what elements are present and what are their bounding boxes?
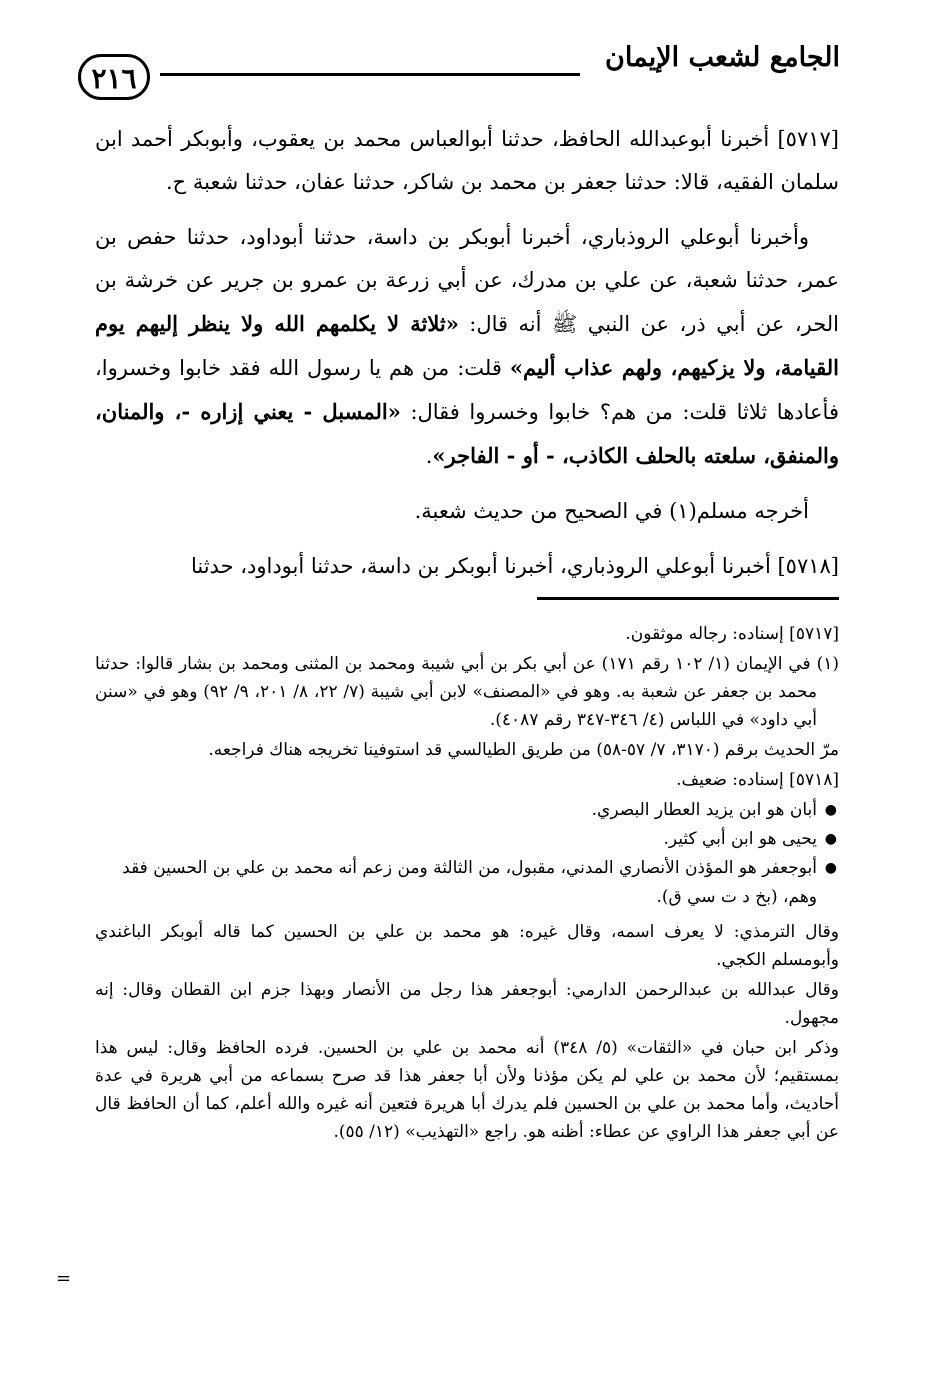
footnotes xyxy=(95,620,839,1148)
header-rule xyxy=(160,73,580,76)
isnad-text: وأخبرنا أبوعلي الروذباري، أخبرنا أبوبكر بن داسة، حدثنا أبوداود، حدثنا حفص بن عمر، حدثنا شعبة، عن علي بن مدرك، عن أبي زرعة بن عمرو بن جرير عن خرشة بن الحر، عن أبي ذر، عن النبي ﷺ أنه قال: xyxy=(95,225,839,336)
end-period: . xyxy=(425,444,433,468)
footnote-1: (١) في الإيمان (١/ ١٠٢ رقم ١٧١) عن أبي بكر بن أبي شيبة ومحمد بن المثنى ومحمد بن بشار قالوا: حدثنا محمد بن جعفر عن شعبة به. وهو في «المصنف» لابن أبي شيبة (٧/ ٢٢، ٨/ ٢٠١، ٩/ ٩٢) وهو في «سنن أبي داود» في اللباس (٤/ ٣٤٦-٣٤٧ رقم ٤٠٨٧). xyxy=(95,654,839,730)
page-number-badge: ٢١٦ xyxy=(78,54,150,100)
continuation-mark: = xyxy=(56,1268,72,1289)
bullet-icon: ● xyxy=(824,831,837,847)
page-header xyxy=(60,28,840,108)
note-darimi: وقال عبدالله بن عبدالرحمن الدارمي: أبوجعفر هذا رجل من الأنصار وبهذا جزم ابن القطان وقال: إنه مجهول. xyxy=(95,980,839,1028)
hadith-5717-isnad-2 xyxy=(95,216,839,478)
list-item-text: أبان هو ابن يزيد العطار البصري. xyxy=(591,800,817,820)
footnote-separator xyxy=(537,597,839,600)
takhrij-line: أخرجه مسلم(١) في الصحيح من حديث شعبة. xyxy=(414,499,809,523)
list-item xyxy=(95,796,839,825)
note-5718: [٥٧١٨] إسناده: ضعيف. xyxy=(676,770,839,790)
list-item xyxy=(95,825,839,854)
main-text xyxy=(95,118,839,588)
note-5717: [٥٧١٧] إسناده: رجاله موثقون. xyxy=(625,624,839,644)
book-title: الجامع لشعب الإيمان xyxy=(605,42,840,73)
note-tirmidhi: وقال الترمذي: لا يعرف اسمه، وقال غيره: هو محمد بن علي بن الحسين كما قاله أبوبكر الباغندي وأبومسلم الكجي. xyxy=(95,922,839,970)
hadith-5718-start: [٥٧١٨] أخبرنا أبوعلي الروذباري، أخبرنا أبوبكر بن داسة، حدثنا أبوداود، حدثنا xyxy=(190,554,839,578)
bullet-icon: ● xyxy=(824,860,837,876)
bullet-icon: ● xyxy=(824,802,837,818)
note-ibn-hibban: وذكر ابن حبان في «الثقات» (٥/ ٣٤٨) أنه محمد بن علي بن الحسين. فرده الحافظ وقال: ليس هذا بمستقيم؛ لأن محمد بن علي لم يكن مؤذنا ولأن أبا جعفر هذا قد صرح بسماعه من أبي هريرة في عدة أحاديث، وأما محمد بن علي بن الحسين فلم يدرك أبا هريرة فتعين أنه غيره والله أعلم، كما أن الحافظ قال عن أبي جعفر هذا الراوي عن عطاء: أظنه هو. راجع «التهذيب» (١٢/ ٥٥). xyxy=(95,1038,839,1142)
hadith-5717-isnad-1: [٥٧١٧] أخبرنا أبوعبدالله الحافظ، حدثنا أبوالعباس محمد بن يعقوب، وأبوبكر أحمد ابن سلمان الفقيه، قالا: حدثنا جعفر بن محمد بن شاكر، حدثنا عفان، حدثنا شعبة ح. xyxy=(95,127,839,194)
list-item-text: يحيى هو ابن أبي كثير. xyxy=(663,829,817,849)
question-text: قلت: من هم يا رسول الله فقد خابوا وخسروا، فأعادها ثلاثا قلت: من هم؟ خابوا وخسروا فقال: xyxy=(95,356,839,424)
list-item-text: أبوجعفر هو المؤذن الأنصاري المدني، مقبول، من الثالثة ومن زعم أنه محمد بن علي بن الحسين فقد وهم، (بخ د ت سي ق). xyxy=(122,858,817,907)
list-item xyxy=(95,854,839,912)
hadith-matn-2: «المسبل - يعني إزاره -، والمنان، والمنفق، سلعته بالحلف الكاذب، - أو - الفاجر» xyxy=(95,399,839,468)
hadith-matn-1: «ثلاثة لا يكلمهم الله ولا ينظر إليهم يوم القيامة، ولا يزكيهم، ولهم عذاب أليم» xyxy=(95,311,839,380)
note-cross-reference: مرّ الحديث برقم (٣١٧٠، ٧/ ٥٧-٥٨) من طريق الطيالسي قد استوفينا تخريجه هناك فراجعه. xyxy=(208,740,839,760)
